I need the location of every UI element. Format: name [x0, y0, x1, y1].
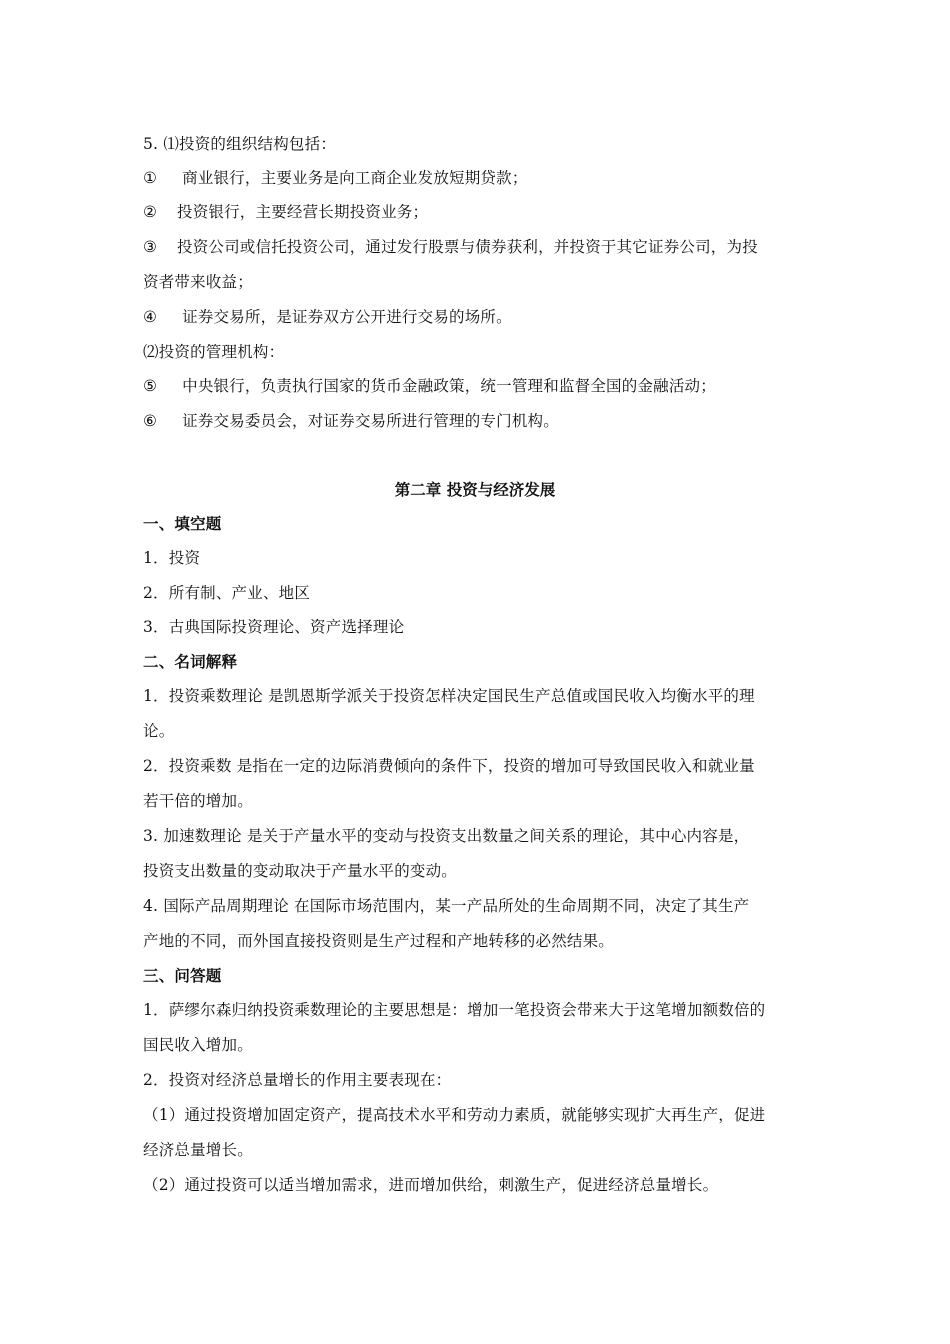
mgmt-item-6 [143, 409, 559, 431]
item-marker: ③ [143, 238, 158, 256]
term-2-line-1: 2．投资乘数 是指在一定的边际消费倾向的条件下，投资的增加可导致国民收入和就业量 [143, 757, 755, 775]
item-marker: ④ [143, 308, 158, 326]
mgmt-item-5 [143, 374, 716, 396]
term-1-line-1: 1．投资乘数理论 是凯恩斯学派关于投资怎样决定国民生产总值或国民收入均衡水平的理 [143, 687, 755, 705]
term-1-line-2: 论。 [143, 722, 175, 740]
question-5-intro: 5. ⑴投资的组织结构包括： [143, 135, 337, 153]
qa-2-point-1-line-1: （1）通过投资增加固定资产，提高技术水平和劳动力素质，就能够实现扩大再生产，促进 [143, 1106, 766, 1124]
term-2-line-2: 若干倍的增加。 [143, 792, 253, 810]
org-item-3 [143, 235, 758, 257]
fill-blank-answer-3: 3．古典国际投资理论、资产选择理论 [143, 618, 405, 636]
item-marker: ⑥ [143, 412, 158, 430]
item-text: 投资银行，主要经营长期投资业务； [177, 203, 429, 221]
fill-blank-answer-2: 2．所有制、产业、地区 [143, 584, 311, 602]
qa-2-point-1-line-2: 经济总量增长。 [143, 1141, 253, 1159]
section-heading-terms: 二、名词解释 [143, 653, 238, 671]
chapter-title: 第二章 投资与经济发展 [394, 481, 556, 499]
qa-2-intro: 2．投资对经济总量增长的作用主要表现在： [143, 1071, 452, 1089]
term-4-line-1: 4. 国际产品周期理论 在国际市场范围内，某一产品所处的生命周期不同，决定了其生产 [143, 897, 750, 915]
item-text: 中央银行，负责执行国家的货币金融政策，统一管理和监督全国的金融活动； [177, 377, 716, 395]
qa-2-point-2: （2）通过投资可以适当增加需求，进而增加供给，刺激生产，促进经济总量增长。 [143, 1176, 719, 1194]
org-item-1 [143, 166, 528, 188]
org-item-4 [143, 305, 512, 327]
section-heading-fill-blank: 一、填空题 [143, 515, 222, 533]
item-text: 商业银行，主要业务是向工商企业发放短期贷款； [177, 169, 528, 187]
section-heading-qa: 三、问答题 [143, 967, 222, 985]
item-marker: ② [143, 203, 158, 221]
org-item-3-continued: 资者带来收益； [143, 273, 253, 291]
term-3-line-2: 投资支出数量的变动取决于产量水平的变动。 [143, 862, 458, 880]
item-marker: ⑤ [143, 377, 158, 395]
mgmt-intro: ⑵投资的管理机构： [143, 343, 285, 361]
item-text: 投资公司或信托投资公司，通过发行股票与债券获利，并投资于其它证券公司，为投 [177, 238, 758, 256]
qa-1-line-2: 国民收入增加。 [143, 1036, 253, 1054]
item-text: 证券交易所，是证券双方公开进行交易的场所。 [177, 308, 512, 326]
org-item-2 [143, 200, 428, 222]
qa-1-line-1: 1．萨缪尔森归纳投资乘数理论的主要思想是：增加一笔投资会带来大于这笔增加额数倍的 [143, 1001, 766, 1019]
term-3-line-1: 3. 加速数理论 是关于产量水平的变动与投资支出数量之间关系的理论，其中心内容是， [143, 827, 750, 845]
fill-blank-answer-1: 1．投资 [143, 549, 201, 567]
item-marker: ① [143, 169, 158, 187]
term-4-line-2: 产地的不同，而外国直接投资则是生产过程和产地转移的必然结果。 [143, 932, 615, 950]
item-text: 证券交易委员会，对证券交易所进行管理的专门机构。 [177, 412, 559, 430]
